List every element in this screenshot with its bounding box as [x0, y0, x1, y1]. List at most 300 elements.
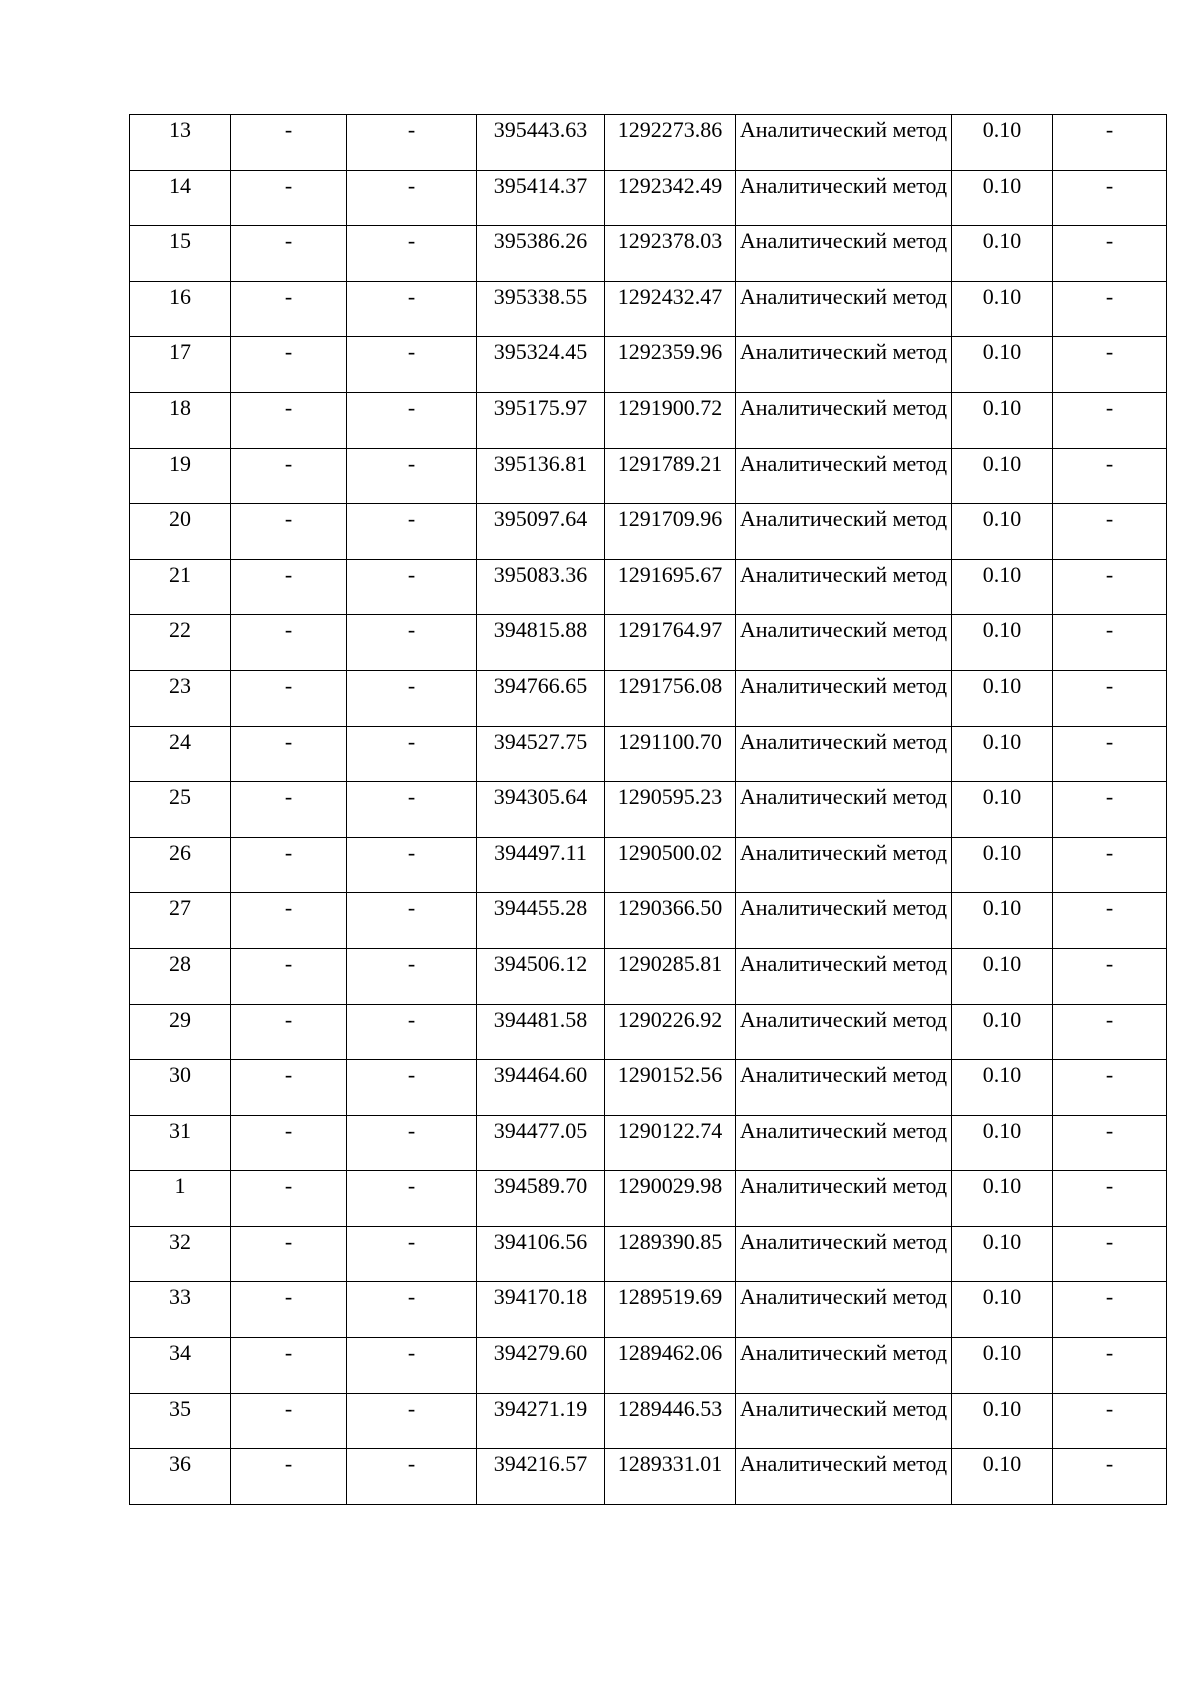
empty-x-text: - [284, 339, 293, 365]
accuracy-cell [952, 1449, 1053, 1505]
point-number-cell [130, 1115, 231, 1171]
empty-y-cell [347, 170, 477, 226]
method-cell [736, 726, 952, 782]
point-number-cell [130, 948, 231, 1004]
empty-y-cell [347, 782, 477, 838]
method-cell [736, 948, 952, 1004]
coordinates-table [129, 114, 1167, 1505]
accuracy-text: 0.10 [982, 1340, 1022, 1366]
description-text: - [1105, 1173, 1114, 1199]
accuracy-cell [952, 1226, 1053, 1282]
coordinate-y-text: 1290122.74 [617, 1117, 723, 1143]
accuracy-cell [952, 559, 1053, 615]
empty-y-text: - [407, 117, 416, 142]
description-cell [1053, 1060, 1167, 1116]
description-text: - [1105, 1395, 1114, 1421]
point-number-cell [130, 1449, 231, 1505]
accuracy-text: 0.10 [982, 895, 1022, 921]
point-number-text: 26 [169, 839, 191, 865]
coordinate-x-cell [477, 1004, 605, 1060]
method-cell [736, 170, 952, 226]
coordinate-x-text: 394455.28 [493, 895, 588, 921]
coordinate-y-cell [605, 1060, 736, 1116]
coordinate-x-text: 394305.64 [493, 784, 588, 810]
coordinate-y-cell [605, 726, 736, 782]
coordinate-x-text: 394527.75 [493, 728, 588, 754]
description-cell [1053, 226, 1167, 282]
table-row [130, 1282, 1167, 1338]
table-row [130, 170, 1167, 226]
accuracy-cell [952, 1004, 1053, 1060]
accuracy-cell [952, 1060, 1053, 1116]
point-number-text: 21 [169, 561, 191, 587]
accuracy-cell [952, 1338, 1053, 1394]
table-row [130, 837, 1167, 893]
description-text: - [1105, 172, 1114, 198]
description-text: - [1105, 1006, 1114, 1032]
empty-y-text: - [407, 1062, 416, 1088]
coordinate-y-text: 1290152.56 [617, 1062, 723, 1088]
empty-y-cell [347, 726, 477, 782]
description-text: - [1105, 1340, 1114, 1366]
empty-y-text: - [407, 1117, 416, 1143]
method-cell [736, 1282, 952, 1338]
empty-y-text: - [407, 950, 416, 976]
empty-y-cell [347, 559, 477, 615]
empty-y-text: - [407, 228, 416, 254]
accuracy-text: 0.10 [982, 1062, 1022, 1088]
coordinate-y-text: 1291709.96 [617, 506, 723, 532]
accuracy-cell [952, 504, 1053, 560]
empty-x-cell [231, 1282, 347, 1338]
empty-x-cell [231, 615, 347, 671]
method-text: Аналитический метод [739, 339, 948, 365]
description-cell [1053, 1449, 1167, 1505]
method-text: Аналитический метод [739, 1340, 948, 1366]
accuracy-text: 0.10 [982, 117, 1022, 142]
method-text: Аналитический метод [739, 561, 948, 587]
coordinate-x-cell [477, 392, 605, 448]
point-number-text: 33 [169, 1284, 191, 1310]
coordinate-x-text: 395324.45 [493, 339, 588, 365]
point-number-text: 20 [169, 506, 191, 532]
description-text: - [1105, 228, 1114, 254]
empty-x-text: - [284, 506, 293, 532]
empty-x-text: - [284, 1451, 293, 1477]
coordinate-y-text: 1292359.96 [617, 339, 723, 365]
empty-x-text: - [284, 895, 293, 921]
point-number-text: 1 [174, 1173, 186, 1199]
description-text: - [1105, 1284, 1114, 1310]
accuracy-text: 0.10 [982, 617, 1022, 643]
coordinate-x-text: 394271.19 [493, 1395, 588, 1421]
table-row [130, 782, 1167, 838]
description-text: - [1105, 672, 1114, 698]
coordinate-x-cell [477, 1338, 605, 1394]
table-row [130, 392, 1167, 448]
coordinate-x-text: 394477.05 [493, 1117, 588, 1143]
method-text: Аналитический метод [739, 228, 948, 254]
coordinate-x-text: 395414.37 [493, 172, 588, 198]
point-number-text: 34 [169, 1340, 191, 1366]
accuracy-text: 0.10 [982, 339, 1022, 365]
coordinate-y-cell [605, 1226, 736, 1282]
point-number-text: 29 [169, 1006, 191, 1032]
empty-y-cell [347, 1226, 477, 1282]
coordinate-x-cell [477, 948, 605, 1004]
point-number-text: 23 [169, 672, 191, 698]
coordinate-y-cell [605, 170, 736, 226]
empty-x-text: - [284, 1284, 293, 1310]
coordinate-x-text: 394497.11 [494, 839, 587, 865]
coordinate-x-cell [477, 115, 605, 171]
empty-y-text: - [407, 172, 416, 198]
coordinate-x-cell [477, 281, 605, 337]
description-cell [1053, 559, 1167, 615]
coordinate-x-cell [477, 615, 605, 671]
coordinate-x-cell [477, 504, 605, 560]
table-row [130, 115, 1167, 171]
empty-x-text: - [284, 117, 293, 142]
point-number-text: 17 [169, 339, 191, 365]
empty-y-cell [347, 392, 477, 448]
accuracy-cell [952, 782, 1053, 838]
coordinate-x-cell [477, 1226, 605, 1282]
method-cell [736, 559, 952, 615]
method-cell [736, 1226, 952, 1282]
method-cell [736, 226, 952, 282]
empty-y-text: - [407, 1340, 416, 1366]
empty-y-text: - [407, 450, 416, 476]
accuracy-text: 0.10 [982, 1117, 1022, 1143]
coordinate-x-text: 395443.63 [493, 117, 588, 142]
empty-x-cell [231, 392, 347, 448]
coordinate-y-cell [605, 837, 736, 893]
coordinate-x-cell [477, 726, 605, 782]
coordinate-y-text: 1290029.98 [617, 1173, 723, 1199]
coordinate-x-cell [477, 1171, 605, 1227]
method-cell [736, 1004, 952, 1060]
empty-x-cell [231, 782, 347, 838]
accuracy-cell [952, 281, 1053, 337]
description-text: - [1105, 1117, 1114, 1143]
empty-y-text: - [407, 1228, 416, 1254]
empty-x-text: - [284, 1395, 293, 1421]
empty-x-text: - [284, 1173, 293, 1199]
accuracy-cell [952, 1282, 1053, 1338]
coordinate-y-text: 1292432.47 [617, 283, 723, 309]
coordinate-x-cell [477, 1449, 605, 1505]
accuracy-text: 0.10 [982, 728, 1022, 754]
accuracy-text: 0.10 [982, 283, 1022, 309]
description-cell [1053, 115, 1167, 171]
point-number-cell [130, 504, 231, 560]
table-row [130, 448, 1167, 504]
coordinate-y-cell [605, 782, 736, 838]
empty-y-text: - [407, 784, 416, 810]
empty-y-text: - [407, 561, 416, 587]
empty-y-text: - [407, 728, 416, 754]
accuracy-cell [952, 948, 1053, 1004]
empty-y-text: - [407, 1395, 416, 1421]
table-row [130, 1338, 1167, 1394]
coordinate-y-text: 1291764.97 [617, 617, 723, 643]
table-row [130, 504, 1167, 560]
description-cell [1053, 337, 1167, 393]
method-cell [736, 392, 952, 448]
empty-x-text: - [284, 617, 293, 643]
empty-y-cell [347, 448, 477, 504]
table-row [130, 1004, 1167, 1060]
coordinate-x-cell [477, 1060, 605, 1116]
coordinate-x-text: 394589.70 [493, 1173, 588, 1199]
method-cell [736, 504, 952, 560]
empty-x-text: - [284, 450, 293, 476]
coordinate-y-text: 1289519.69 [617, 1284, 723, 1310]
empty-x-text: - [284, 672, 293, 698]
empty-y-cell [347, 1282, 477, 1338]
empty-x-cell [231, 837, 347, 893]
coordinate-y-text: 1290226.92 [617, 1006, 723, 1032]
accuracy-text: 0.10 [982, 1173, 1022, 1199]
description-text: - [1105, 617, 1114, 643]
description-text: - [1105, 1451, 1114, 1477]
point-number-text: 19 [169, 450, 191, 476]
empty-x-cell [231, 1338, 347, 1394]
empty-y-text: - [407, 839, 416, 865]
empty-y-cell [347, 226, 477, 282]
coordinate-x-text: 394481.58 [493, 1006, 588, 1032]
point-number-cell [130, 559, 231, 615]
coordinate-y-cell [605, 1393, 736, 1449]
method-text: Аналитический метод [739, 950, 948, 976]
coordinate-x-cell [477, 559, 605, 615]
coordinate-y-cell [605, 559, 736, 615]
description-text: - [1105, 728, 1114, 754]
accuracy-text: 0.10 [982, 450, 1022, 476]
empty-x-text: - [284, 561, 293, 587]
empty-x-cell [231, 115, 347, 171]
coordinate-x-text: 394106.56 [493, 1228, 588, 1254]
method-text: Аналитический метод [739, 117, 948, 142]
accuracy-cell [952, 670, 1053, 726]
accuracy-text: 0.10 [982, 950, 1022, 976]
coordinate-x-cell [477, 893, 605, 949]
method-cell [736, 782, 952, 838]
coordinate-y-text: 1289390.85 [617, 1228, 723, 1254]
coordinate-y-text: 1291789.21 [617, 450, 723, 476]
description-cell [1053, 1338, 1167, 1394]
method-cell [736, 1115, 952, 1171]
coordinate-y-cell [605, 504, 736, 560]
accuracy-cell [952, 1115, 1053, 1171]
empty-x-text: - [284, 1340, 293, 1366]
method-text: Аналитический метод [739, 506, 948, 532]
empty-y-text: - [407, 1284, 416, 1310]
method-cell [736, 893, 952, 949]
coordinate-x-cell [477, 782, 605, 838]
coordinate-y-text: 1292342.49 [617, 172, 723, 198]
method-cell [736, 837, 952, 893]
coordinate-y-cell [605, 893, 736, 949]
point-number-cell [130, 170, 231, 226]
description-cell [1053, 1282, 1167, 1338]
description-cell [1053, 726, 1167, 782]
method-cell [736, 1060, 952, 1116]
point-number-text: 36 [169, 1451, 191, 1477]
description-text: - [1105, 117, 1114, 142]
coordinate-y-cell [605, 448, 736, 504]
empty-x-text: - [284, 172, 293, 198]
point-number-cell [130, 782, 231, 838]
empty-y-cell [347, 948, 477, 1004]
coordinate-y-cell [605, 1115, 736, 1171]
accuracy-cell [952, 837, 1053, 893]
description-cell [1053, 893, 1167, 949]
empty-y-cell [347, 615, 477, 671]
description-cell [1053, 1393, 1167, 1449]
method-text: Аналитический метод [739, 1451, 948, 1477]
description-cell [1053, 670, 1167, 726]
empty-x-cell [231, 1226, 347, 1282]
accuracy-text: 0.10 [982, 1228, 1022, 1254]
empty-x-cell [231, 559, 347, 615]
empty-x-text: - [284, 283, 293, 309]
coordinate-x-text: 394279.60 [493, 1340, 588, 1366]
coordinate-x-text: 395083.36 [493, 561, 588, 587]
description-cell [1053, 837, 1167, 893]
method-text: Аналитический метод [739, 895, 948, 921]
empty-y-cell [347, 1171, 477, 1227]
empty-x-cell [231, 1004, 347, 1060]
accuracy-text: 0.10 [982, 1284, 1022, 1310]
point-number-cell [130, 337, 231, 393]
point-number-cell [130, 392, 231, 448]
description-cell [1053, 448, 1167, 504]
accuracy-text: 0.10 [982, 1006, 1022, 1032]
coordinate-y-text: 1292273.86 [617, 117, 723, 142]
empty-x-cell [231, 1393, 347, 1449]
description-text: - [1105, 506, 1114, 532]
method-cell [736, 1393, 952, 1449]
point-number-cell [130, 837, 231, 893]
accuracy-cell [952, 170, 1053, 226]
coordinate-x-text: 394464.60 [493, 1062, 588, 1088]
accuracy-cell [952, 615, 1053, 671]
coordinate-y-text: 1291756.08 [617, 672, 723, 698]
empty-x-text: - [284, 784, 293, 810]
accuracy-cell [952, 226, 1053, 282]
empty-y-text: - [407, 1006, 416, 1032]
empty-y-cell [347, 670, 477, 726]
table-row [130, 615, 1167, 671]
method-text: Аналитический метод [739, 450, 948, 476]
accuracy-text: 0.10 [982, 506, 1022, 532]
description-cell [1053, 392, 1167, 448]
empty-y-cell [347, 893, 477, 949]
empty-x-cell [231, 670, 347, 726]
method-text: Аналитический метод [739, 1284, 948, 1310]
description-cell [1053, 615, 1167, 671]
method-text: Аналитический метод [739, 728, 948, 754]
description-text: - [1105, 950, 1114, 976]
point-number-text: 15 [169, 228, 191, 254]
method-text: Аналитический метод [739, 1117, 948, 1143]
table-row [130, 1449, 1167, 1505]
description-text: - [1105, 784, 1114, 810]
accuracy-cell [952, 115, 1053, 171]
point-number-cell [130, 1171, 231, 1227]
coordinate-y-text: 1291695.67 [617, 561, 723, 587]
table-row [130, 1060, 1167, 1116]
empty-x-cell [231, 504, 347, 560]
method-cell [736, 337, 952, 393]
empty-y-cell [347, 1393, 477, 1449]
coordinate-x-cell [477, 337, 605, 393]
method-text: Аналитический метод [739, 394, 948, 420]
empty-x-text: - [284, 1117, 293, 1143]
coordinate-y-text: 1289446.53 [617, 1395, 723, 1421]
point-number-text: 13 [169, 117, 191, 142]
empty-y-text: - [407, 339, 416, 365]
coordinate-x-text: 394216.57 [493, 1451, 588, 1477]
description-cell [1053, 1004, 1167, 1060]
empty-x-text: - [284, 839, 293, 865]
point-number-cell [130, 226, 231, 282]
empty-x-cell [231, 726, 347, 782]
coordinate-y-text: 1291900.72 [617, 394, 723, 420]
point-number-text: 18 [169, 394, 191, 420]
method-text: Аналитический метод [739, 1228, 948, 1254]
point-number-text: 25 [169, 784, 191, 810]
empty-y-text: - [407, 617, 416, 643]
accuracy-text: 0.10 [982, 784, 1022, 810]
accuracy-text: 0.10 [982, 839, 1022, 865]
description-cell [1053, 170, 1167, 226]
coordinate-x-cell [477, 170, 605, 226]
table-row [130, 1226, 1167, 1282]
empty-y-text: - [407, 895, 416, 921]
table-row [130, 1171, 1167, 1227]
accuracy-text: 0.10 [982, 1395, 1022, 1421]
method-cell [736, 1171, 952, 1227]
empty-x-cell [231, 1060, 347, 1116]
table-row [130, 893, 1167, 949]
coordinate-y-text: 1290366.50 [617, 895, 723, 921]
coordinate-x-cell [477, 670, 605, 726]
method-text: Аналитический метод [739, 1062, 948, 1088]
method-cell [736, 115, 952, 171]
empty-y-text: - [407, 1173, 416, 1199]
description-cell [1053, 1226, 1167, 1282]
coordinate-y-text: 1292378.03 [617, 228, 723, 254]
coordinate-x-text: 394766.65 [493, 672, 588, 698]
accuracy-cell [952, 726, 1053, 782]
description-cell [1053, 948, 1167, 1004]
coordinate-x-cell [477, 1115, 605, 1171]
empty-y-cell [347, 1338, 477, 1394]
point-number-text: 24 [169, 728, 191, 754]
empty-y-text: - [407, 394, 416, 420]
point-number-cell [130, 115, 231, 171]
empty-x-cell [231, 170, 347, 226]
description-text: - [1105, 895, 1114, 921]
point-number-text: 30 [169, 1062, 191, 1088]
method-cell [736, 1338, 952, 1394]
coordinate-x-text: 395097.64 [493, 506, 588, 532]
empty-x-cell [231, 281, 347, 337]
method-text: Аналитический метод [739, 784, 948, 810]
